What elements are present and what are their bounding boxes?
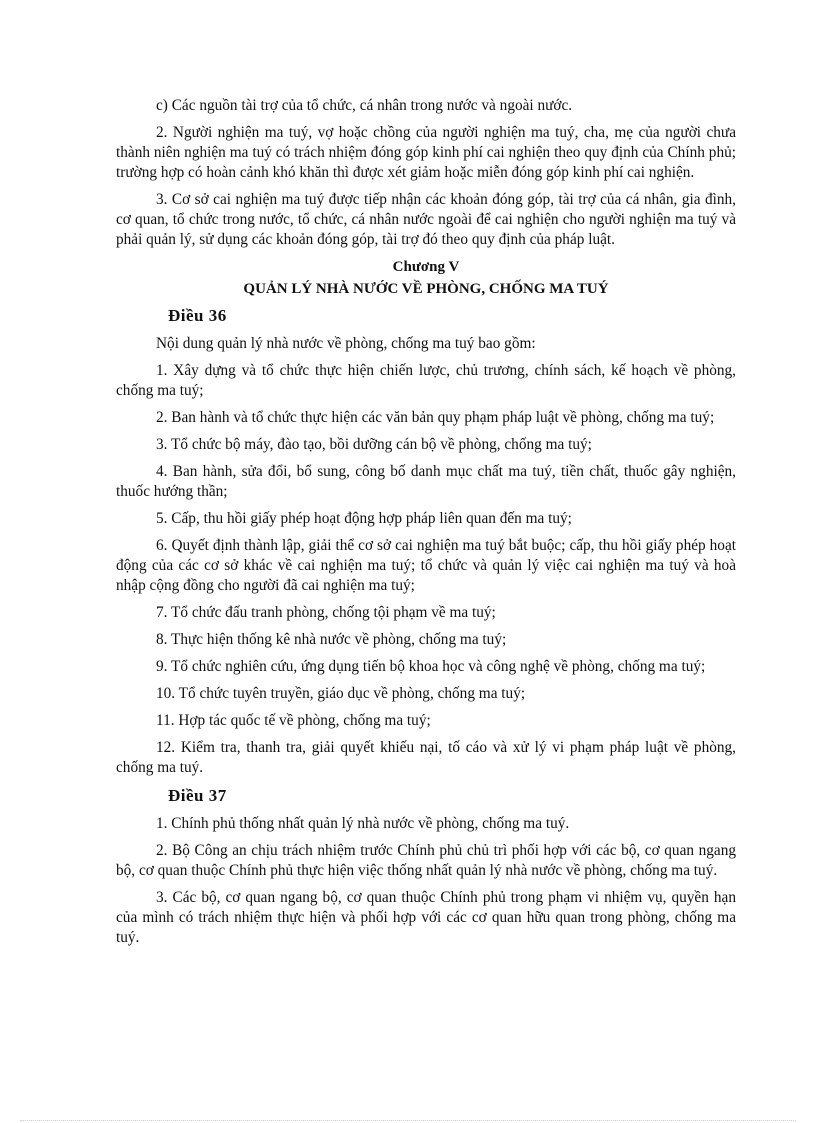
paragraph: 10. Tổ chức tuyên truyền, giáo dục về phòng, chống ma tuý; bbox=[156, 685, 526, 702]
chapter-title: QUẢN LÝ NHÀ NƯỚC VỀ PHÒNG, CHỐNG MA TUÝ bbox=[243, 281, 609, 297]
paragraph: 11. Hợp tác quốc tế về phòng, chống ma tuý; bbox=[156, 712, 431, 729]
paragraph: 9. Tổ chức nghiên cứu, ứng dụng tiến bộ khoa học và công nghệ về phòng, chống ma tuý; bbox=[156, 658, 706, 675]
paragraph: Nội dung quản lý nhà nước về phòng, chống ma tuý bao gồm: bbox=[156, 335, 536, 352]
document-page bbox=[116, 96, 736, 955]
article-36-body bbox=[116, 334, 736, 778]
paragraph: 3. Tổ chức bộ máy, đào tạo, bồi dưỡng cán bộ về phòng, chống ma tuý; bbox=[156, 436, 592, 453]
paragraph: 12. Kiểm tra, thanh tra, giải quyết khiếu nại, tố cáo và xử lý vi phạm pháp luật về phòng, chống ma tuý. bbox=[116, 739, 736, 776]
paragraph: 1. Chính phủ thống nhất quản lý nhà nước về phòng, chống ma tuý. bbox=[156, 815, 570, 832]
paragraph: 8. Thực hiện thống kê nhà nước về phòng, chống ma tuý; bbox=[156, 631, 507, 648]
paragraph: 2. Ban hành và tổ chức thực hiện các văn bản quy phạm pháp luật về phòng, chống ma tuý; bbox=[156, 409, 715, 426]
paragraph: 1. Xây dựng và tổ chức thực hiện chiến lược, chủ trương, chính sách, kế hoạch về phòng, chống ma tuý; bbox=[116, 362, 736, 399]
article-36-heading: Điều 36 bbox=[168, 306, 227, 325]
article-37-body bbox=[116, 814, 736, 948]
paragraph: 2. Người nghiện ma tuý, vợ hoặc chồng của người nghiện ma tuý, cha, mẹ của người chưa thành niên nghiện ma tuý có trách nhiệm đóng góp kinh phí cai nghiện theo quy định của Chính phủ; trường hợp có hoàn cảnh khó khăn thì được xét giảm hoặc miễn đóng góp kinh phí cai nghiện. bbox=[116, 124, 736, 181]
paragraph: 4. Ban hành, sửa đổi, bổ sung, công bố danh mục chất ma tuý, tiền chất, thuốc gây nghiện, thuốc hướng thần; bbox=[116, 463, 736, 500]
paragraph: 6. Quyết định thành lập, giải thể cơ sở cai nghiện ma tuý bắt buộc; cấp, thu hồi giấy phép hoạt động của các cơ sở khác về cai nghiện ma tuý; tổ chức và quản lý việc cai nghiện ma tuý và hoà nhập cộng đồng cho người đã cai nghiện ma tuý; bbox=[116, 537, 736, 594]
paragraph: 3. Cơ sở cai nghiện ma tuý được tiếp nhận các khoản đóng góp, tài trợ của cá nhân, gia đình, cơ quan, tổ chức trong nước, tổ chức, cá nhân nước ngoài để cai nghiện cho người nghiện ma tuý và phải quản lý, sử dụng các khoản đóng góp, tài trợ đó theo quy định của pháp luật. bbox=[116, 191, 736, 248]
chapter-number: Chương V bbox=[392, 259, 460, 275]
paragraph: c) Các nguồn tài trợ của tổ chức, cá nhân trong nước và ngoài nước. bbox=[156, 97, 573, 114]
paragraph: 7. Tổ chức đấu tranh phòng, chống tội phạm về ma tuý; bbox=[156, 604, 496, 621]
article-37-heading: Điều 37 bbox=[168, 786, 227, 805]
paragraph: 3. Các bộ, cơ quan ngang bộ, cơ quan thuộc Chính phủ trong phạm vi nhiệm vụ, quyền hạn của mình có trách nhiệm thực hiện và phối hợp với các cơ quan hữu quan trong phòng, chống ma tuý. bbox=[116, 889, 736, 946]
paragraph: 5. Cấp, thu hồi giấy phép hoạt động hợp pháp liên quan đến ma tuý; bbox=[156, 510, 572, 527]
page-bottom-divider bbox=[20, 1120, 796, 1121]
paragraph: 2. Bộ Công an chịu trách nhiệm trước Chính phủ chủ trì phối hợp với các bộ, cơ quan ngang bộ, cơ quan thuộc Chính phủ thực hiện việc thống nhất quản lý nhà nước về phòng, chống ma tuý. bbox=[116, 842, 736, 879]
